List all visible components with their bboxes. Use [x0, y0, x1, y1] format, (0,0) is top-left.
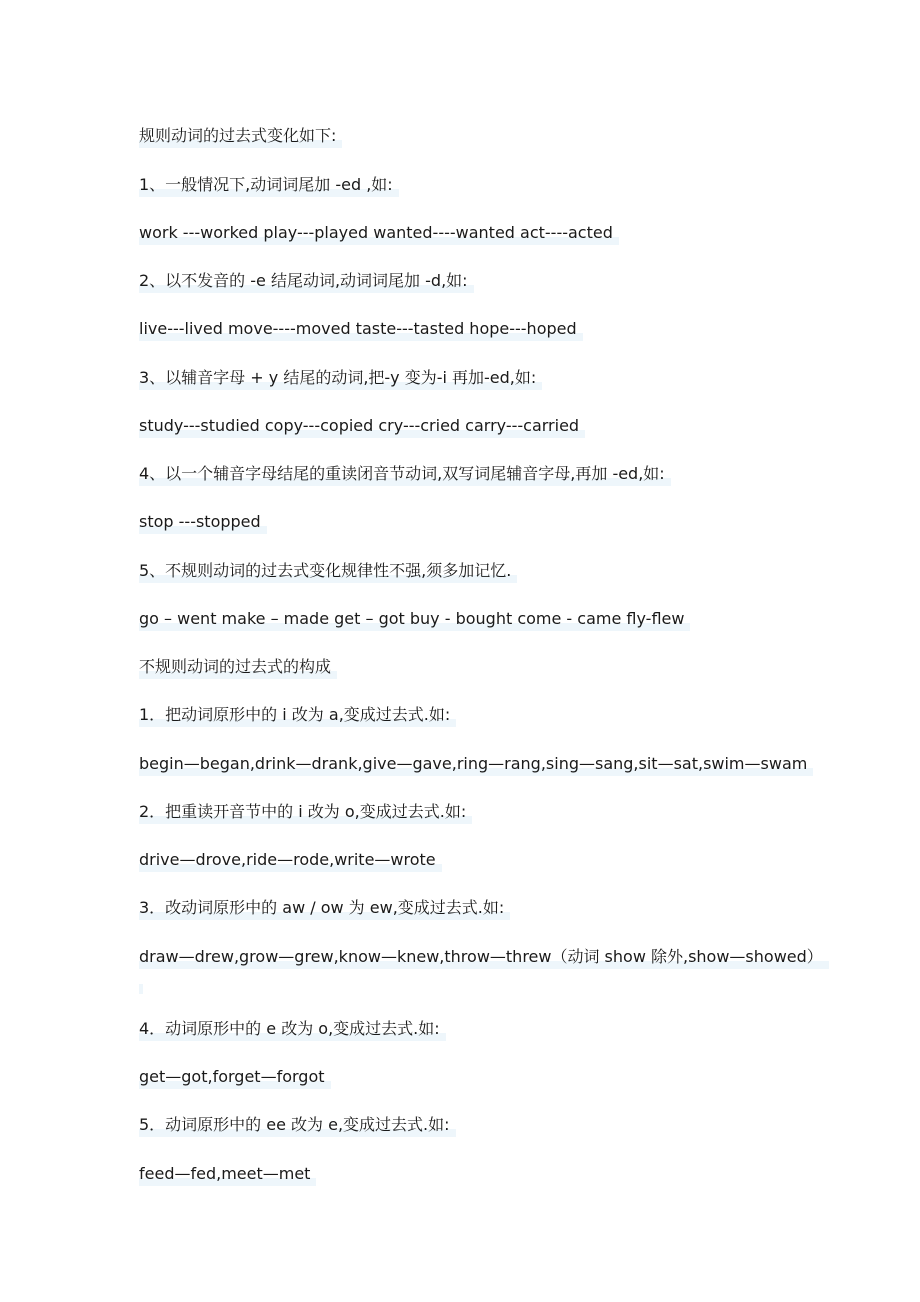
irregular-verbs-heading: 不规则动词的过去式的构成	[139, 655, 337, 679]
irregular-rule-4-text: 4．动词原形中的 e 改为 o,变成过去式.如:	[139, 1017, 446, 1041]
highlight-fragment	[139, 984, 143, 994]
rule-2-examples: live---lived move----moved taste---tasted hope---hoped	[139, 317, 583, 341]
rule-4-examples: stop ---stopped	[139, 510, 267, 534]
rule-4-text: 4、以一个辅音字母结尾的重读闭音节动词,双写词尾辅音字母,再加 -ed,如:	[139, 462, 671, 486]
rule-1-text: 1、一般情况下,动词词尾加 -ed ,如:	[139, 173, 399, 197]
irregular-rule-5-examples: feed—fed,meet—met	[139, 1162, 316, 1186]
irregular-rule-1-examples: begin—began,drink—drank,give—gave,ring—rang,sing—sang,sit—sat,swim—swam	[139, 752, 813, 776]
irregular-rule-5-text: 5．动词原形中的 ee 改为 e,变成过去式.如:	[139, 1113, 456, 1137]
rule-2-text: 2、以不发音的 -e 结尾动词,动词词尾加 -d,如:	[139, 269, 474, 293]
rule-5-text: 5、不规则动词的过去式变化规律性不强,须多加记忆.	[139, 559, 517, 583]
irregular-rule-3-examples: draw—drew,grow—grew,know—knew,throw—threw（动词 show 除外,show—showed）	[139, 945, 829, 969]
irregular-rule-4-examples: get—got,forget—forgot	[139, 1065, 331, 1089]
rule-3-examples: study---studied copy---copied cry---cried carry---carried	[139, 414, 585, 438]
irregular-rule-2-examples: drive—drove,ride—rode,write—wrote	[139, 848, 442, 872]
rule-1-examples: work ---worked play---played wanted----wanted act----acted	[139, 221, 619, 245]
rule-5-examples: go – went make – made get – got buy - bought come - came fly-flew	[139, 607, 690, 631]
irregular-rule-2-text: 2．把重读开音节中的 i 改为 o,变成过去式.如:	[139, 800, 472, 824]
irregular-rule-3-text: 3．改动词原形中的 aw / ow 为 ew,变成过去式.如:	[139, 896, 510, 920]
irregular-rule-1-text: 1．把动词原形中的 i 改为 a,变成过去式.如:	[139, 703, 456, 727]
rule-3-text: 3、以辅音字母 + y 结尾的动词,把-y 变为-i 再加-ed,如:	[139, 366, 542, 390]
regular-verbs-heading: 规则动词的过去式变化如下:	[139, 124, 342, 148]
